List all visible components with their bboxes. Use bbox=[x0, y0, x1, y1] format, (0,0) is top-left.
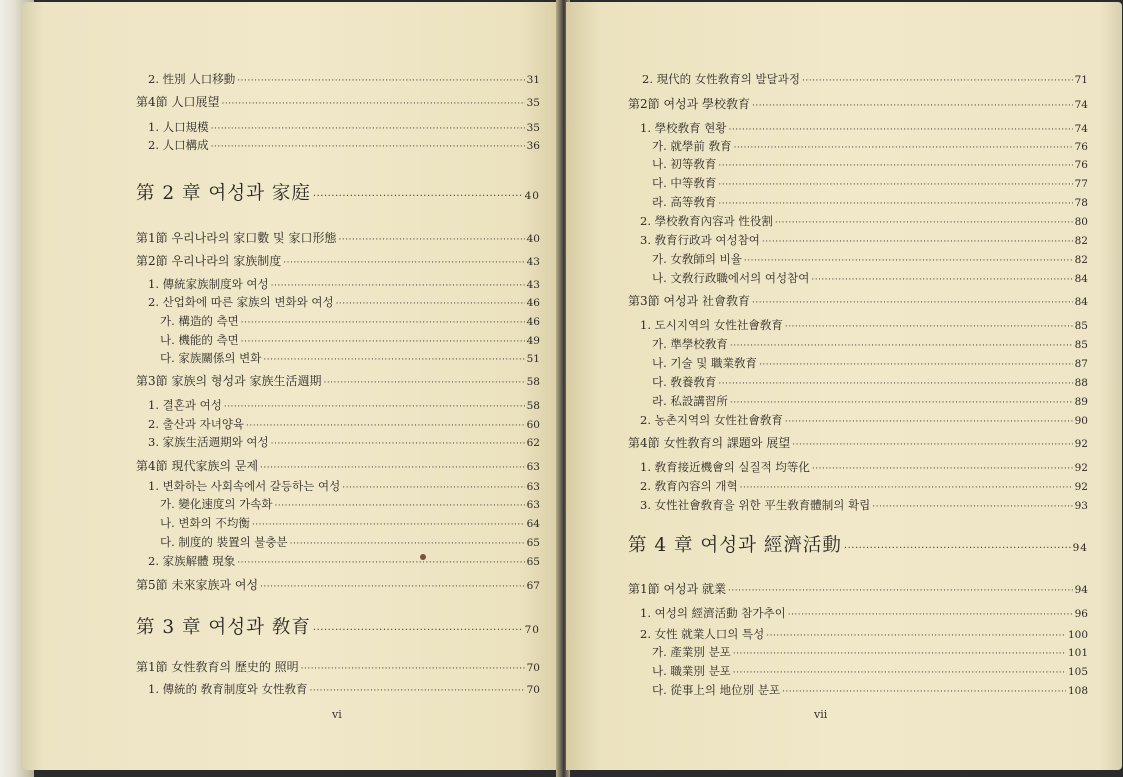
toc-entry-page: 70 bbox=[526, 684, 540, 696]
dot-leader bbox=[730, 396, 1073, 410]
toc-entry-page: 71 bbox=[1074, 74, 1088, 86]
toc-entry-label: 다. 中等敎育 bbox=[652, 176, 717, 190]
page-number-left: vi bbox=[332, 708, 342, 721]
dot-leader bbox=[237, 556, 524, 570]
toc-entry bbox=[652, 157, 1088, 173]
toc-entry-label: 第 4 章 여성과 經濟活動 bbox=[628, 535, 842, 556]
dot-leader bbox=[271, 437, 525, 451]
toc-entry-page: 84 bbox=[1074, 296, 1088, 308]
toc-entry-page: 46 bbox=[526, 297, 540, 309]
toc-entry-label: 1. 學校敎育 현황 bbox=[640, 121, 727, 135]
paper-stain bbox=[420, 554, 426, 560]
toc-entry-label: 나. 職業別 분포 bbox=[652, 664, 731, 678]
toc-entry-page: 101 bbox=[1067, 647, 1088, 659]
toc-entry-page: 100 bbox=[1067, 629, 1088, 641]
dot-leader bbox=[301, 662, 525, 676]
toc-entry-page: 92 bbox=[1074, 462, 1088, 474]
toc-entry bbox=[148, 398, 540, 414]
dot-leader bbox=[271, 279, 525, 293]
toc-entry bbox=[148, 138, 540, 154]
dot-leader bbox=[730, 339, 1073, 353]
toc-entry-page: 82 bbox=[1074, 254, 1088, 266]
toc-entry-label: 나. 機能的 측면 bbox=[160, 333, 239, 347]
toc-entry-label: 1. 傳統的 敎育制度와 女性敎育 bbox=[148, 682, 308, 696]
toc-entry-label: 第5節 未來家族과 여성 bbox=[136, 578, 259, 592]
dot-leader bbox=[260, 580, 525, 594]
toc-entry bbox=[652, 337, 1088, 353]
dot-leader bbox=[290, 537, 525, 551]
toc-entry-label: 다. 家族關係의 변화 bbox=[160, 351, 262, 365]
toc-entry-page: 87 bbox=[1074, 358, 1088, 370]
toc-entry-label: 第3節 家族의 형성과 家族生活週期 bbox=[136, 374, 322, 388]
toc-entry-page: 40 bbox=[526, 233, 540, 245]
toc-entry-page: 58 bbox=[526, 376, 540, 388]
toc-entry-label: 3. 敎育行政과 여성참여 bbox=[640, 233, 760, 247]
toc-entry-label: 第 2 章 여성과 家庭 bbox=[136, 183, 311, 204]
toc-entry bbox=[652, 271, 1088, 287]
dot-leader bbox=[728, 584, 1073, 598]
toc-entry bbox=[148, 435, 540, 451]
toc-entry-label: 1. 결혼과 여성 bbox=[148, 398, 222, 412]
dot-leader bbox=[246, 419, 525, 433]
toc-entry-page: 74 bbox=[1074, 99, 1088, 111]
dot-leader bbox=[844, 537, 1071, 561]
dot-leader bbox=[323, 376, 524, 390]
dot-leader bbox=[792, 438, 1072, 452]
toc-entry bbox=[148, 417, 540, 433]
dot-leader bbox=[762, 235, 1073, 249]
dot-leader bbox=[313, 185, 523, 209]
dot-leader bbox=[260, 461, 525, 475]
toc-entry bbox=[136, 459, 540, 475]
toc-entry-label: 가. 女敎師의 비율 bbox=[652, 252, 742, 266]
toc-entry bbox=[652, 176, 1088, 192]
toc-entry-page: 60 bbox=[526, 419, 540, 431]
toc-entry bbox=[136, 578, 540, 594]
toc-entry-page: 67 bbox=[526, 580, 540, 592]
toc-entry-page: 46 bbox=[526, 316, 540, 328]
dot-leader bbox=[729, 123, 1073, 137]
toc-entry-page: 58 bbox=[526, 400, 540, 412]
toc-entry bbox=[642, 72, 1088, 88]
dot-leader bbox=[752, 99, 1073, 113]
toc-entry-label: 2. 人口構成 bbox=[148, 138, 209, 152]
toc-entry-label: 第1節 여성과 就業 bbox=[628, 582, 727, 596]
toc-entry-page: 78 bbox=[1074, 197, 1088, 209]
toc-entry-page: 49 bbox=[526, 335, 540, 347]
toc-entry-page: 90 bbox=[1074, 415, 1088, 427]
toc-entry-label: 1. 도시지역의 女性社會敎育 bbox=[640, 318, 783, 332]
dot-leader bbox=[275, 499, 525, 513]
dot-leader bbox=[336, 297, 525, 311]
toc-entry-label: 가. 就學前 敎育 bbox=[652, 139, 732, 153]
toc-entry bbox=[640, 479, 1088, 495]
toc-entry bbox=[148, 554, 540, 570]
toc-entry bbox=[136, 95, 540, 111]
toc-entry-page: 94 bbox=[1074, 584, 1088, 596]
toc-entry-page: 84 bbox=[1074, 273, 1088, 285]
toc-entry bbox=[640, 233, 1088, 249]
toc-entry bbox=[640, 318, 1088, 334]
toc-entry-page: 82 bbox=[1074, 235, 1088, 247]
toc-entry-page: 76 bbox=[1074, 141, 1088, 153]
toc-entry bbox=[136, 254, 540, 270]
toc-entry-page: 85 bbox=[1074, 320, 1088, 332]
toc-entry bbox=[652, 139, 1088, 155]
toc-entry-label: 第4節 人口展望 bbox=[136, 95, 220, 109]
toc-entry-page: 89 bbox=[1074, 396, 1088, 408]
toc-entry-label: 다. 從事上의 地位別 분포 bbox=[652, 683, 781, 697]
dot-leader bbox=[811, 273, 1072, 287]
dot-leader bbox=[263, 353, 524, 367]
toc-entry bbox=[628, 582, 1088, 598]
dot-leader bbox=[718, 197, 1072, 211]
toc-entry-label: 2. 출산과 자녀양육 bbox=[148, 417, 245, 431]
toc-entry bbox=[160, 516, 540, 532]
toc-entry-label: 1. 변화하는 사회속에서 갈등하는 여성 bbox=[148, 479, 341, 493]
toc-entry bbox=[652, 645, 1088, 661]
toc-entry-label: 第1節 女性敎育의 歷史的 照明 bbox=[136, 660, 299, 674]
dot-leader bbox=[221, 97, 524, 111]
toc-entry-label: 1. 敎育接近機會의 실질적 均等化 bbox=[640, 460, 810, 474]
toc-entry bbox=[148, 277, 540, 293]
toc-entry bbox=[640, 606, 1088, 622]
toc-entry bbox=[652, 252, 1088, 268]
toc-entry-label: 다. 制度的 裝置의 불충분 bbox=[160, 535, 288, 549]
toc-entry-page: 70 bbox=[524, 624, 540, 636]
toc-entry bbox=[160, 351, 540, 367]
toc-entry-label: 第1節 우리나라의 家口數 및 家口形態 bbox=[136, 231, 337, 245]
dot-leader bbox=[785, 415, 1073, 429]
dot-leader bbox=[802, 74, 1073, 88]
toc-entry-page: 65 bbox=[526, 556, 540, 568]
toc-entry bbox=[640, 214, 1088, 230]
toc-entry bbox=[652, 394, 1088, 410]
toc-entry-label: 나. 변화의 不均衡 bbox=[160, 516, 250, 530]
dot-leader bbox=[241, 316, 525, 330]
toc-entry-label: 가. 變化速度의 가속화 bbox=[160, 497, 273, 511]
dot-leader bbox=[766, 629, 1066, 643]
toc-entry bbox=[652, 664, 1088, 680]
toc-entry-page: 108 bbox=[1067, 685, 1088, 697]
dot-leader bbox=[342, 481, 524, 495]
dot-leader bbox=[224, 400, 525, 414]
toc-chapter bbox=[628, 534, 1088, 561]
toc-entry-page: 35 bbox=[526, 97, 540, 109]
toc-entry-page: 43 bbox=[526, 256, 540, 268]
toc-entry bbox=[160, 333, 540, 349]
dot-leader bbox=[734, 141, 1073, 155]
toc-entry-label: 2. 性別 人口移動 bbox=[148, 72, 236, 86]
toc-entry-page: 85 bbox=[1074, 339, 1088, 351]
toc-entry bbox=[652, 683, 1088, 699]
toc-entry-label: 나. 文敎行政職에서의 여성참여 bbox=[652, 271, 810, 285]
toc-entry bbox=[160, 314, 540, 330]
toc-entry-page: 62 bbox=[526, 437, 540, 449]
toc-entry bbox=[628, 436, 1088, 452]
toc-entry bbox=[148, 72, 540, 88]
toc-entry-page: 63 bbox=[526, 481, 540, 493]
right-page bbox=[566, 2, 1122, 770]
toc-entry-label: 2. 敎育內容의 개혁 bbox=[640, 479, 738, 493]
toc-entry-page: 92 bbox=[1074, 481, 1088, 493]
left-page bbox=[22, 2, 562, 770]
toc-entry bbox=[136, 660, 540, 676]
dot-leader bbox=[759, 358, 1073, 372]
toc-entry bbox=[652, 375, 1088, 391]
toc-entry-page: 40 bbox=[524, 190, 540, 202]
toc-entry-page: 105 bbox=[1067, 666, 1088, 678]
dot-leader bbox=[733, 666, 1066, 680]
dot-leader bbox=[237, 74, 524, 88]
toc-entry-page: 63 bbox=[526, 499, 540, 511]
toc-entry-label: 다. 敎養敎育 bbox=[652, 375, 717, 389]
dot-leader bbox=[283, 256, 524, 270]
toc-entry-page: 74 bbox=[1074, 123, 1088, 135]
toc-entry-label: 2. 산업화에 따른 家族의 변화와 여성 bbox=[148, 295, 334, 309]
toc-entry-label: 가. 準學校敎育 bbox=[652, 337, 728, 351]
dot-leader bbox=[241, 335, 525, 349]
toc-entry bbox=[148, 295, 540, 311]
toc-entry bbox=[640, 498, 1088, 514]
toc-entry bbox=[160, 497, 540, 513]
dot-leader bbox=[338, 233, 524, 247]
toc-entry-label: 第2節 여성과 學校敎育 bbox=[628, 97, 751, 111]
toc-entry-page: 70 bbox=[526, 662, 540, 674]
toc-entry-label: 第3節 여성과 社會敎育 bbox=[628, 294, 751, 308]
toc-entry bbox=[640, 413, 1088, 429]
toc-entry-page: 96 bbox=[1074, 608, 1088, 620]
toc-entry-label: 第4節 女性敎育의 課題와 展望 bbox=[628, 436, 791, 450]
toc-entry-label: 1. 人口規模 bbox=[148, 120, 209, 134]
toc-entry-label: 3. 家族生活週期와 여성 bbox=[148, 435, 269, 449]
toc-entry bbox=[640, 627, 1088, 643]
toc-entry bbox=[148, 479, 540, 495]
toc-entry-label: 라. 高等敎育 bbox=[652, 195, 717, 209]
toc-entry bbox=[148, 682, 540, 698]
dot-leader bbox=[775, 216, 1073, 230]
toc-entry bbox=[148, 120, 540, 136]
toc-chapter bbox=[136, 182, 540, 209]
toc-entry-page: 93 bbox=[1074, 500, 1088, 512]
toc-entry bbox=[652, 356, 1088, 372]
toc-entry-label: 가. 產業別 분포 bbox=[652, 645, 731, 659]
dot-leader bbox=[252, 518, 525, 532]
toc-entry-label: 1. 여성의 經濟活動 참가추이 bbox=[640, 606, 786, 620]
toc-entry-page: 51 bbox=[526, 353, 540, 365]
toc-entry-label: 2. 家族解體 現象 bbox=[148, 554, 236, 568]
page-number-right: vii bbox=[814, 708, 828, 721]
dot-leader bbox=[740, 481, 1073, 495]
right-toc bbox=[566, 2, 1122, 770]
dot-leader bbox=[211, 122, 525, 136]
toc-entry-page: 65 bbox=[526, 537, 540, 549]
toc-entry-label: 나. 初等敎育 bbox=[652, 157, 717, 171]
dot-leader bbox=[812, 462, 1073, 476]
toc-entry-page: 94 bbox=[1072, 542, 1088, 554]
toc-entry-page: 43 bbox=[526, 279, 540, 291]
toc-entry-label: 第 3 章 여성과 敎育 bbox=[136, 617, 311, 638]
toc-entry-page: 80 bbox=[1074, 216, 1088, 228]
toc-entry-page: 31 bbox=[526, 74, 540, 86]
toc-entry-label: 第2節 우리나라의 家族制度 bbox=[136, 254, 282, 268]
dot-leader bbox=[718, 377, 1072, 391]
toc-entry bbox=[136, 231, 540, 247]
toc-entry-label: 3. 女性社會敎育을 위한 平生敎育體制의 확립 bbox=[640, 498, 871, 512]
dot-leader bbox=[785, 320, 1073, 334]
toc-entry-label: 가. 構造的 측면 bbox=[160, 314, 239, 328]
dot-leader bbox=[733, 647, 1066, 661]
toc-entry bbox=[652, 195, 1088, 211]
toc-entry-page: 64 bbox=[526, 518, 540, 530]
toc-entry-label: 2. 學校敎育內容과 性役割 bbox=[640, 214, 773, 228]
dot-leader bbox=[310, 684, 525, 698]
toc-entry-page: 92 bbox=[1074, 438, 1088, 450]
dot-leader bbox=[744, 254, 1073, 268]
left-toc bbox=[22, 2, 562, 770]
toc-entry bbox=[136, 374, 540, 390]
dot-leader bbox=[872, 500, 1072, 514]
toc-entry-label: 第4節 現代家族의 문제 bbox=[136, 459, 259, 473]
toc-entry bbox=[160, 535, 540, 551]
toc-entry bbox=[628, 97, 1088, 113]
toc-entry-label: 2. 現代的 女性敎育의 발달과정 bbox=[642, 72, 800, 86]
dot-leader bbox=[313, 619, 523, 643]
toc-entry bbox=[640, 460, 1088, 476]
toc-entry-page: 88 bbox=[1074, 377, 1088, 389]
dot-leader bbox=[752, 296, 1073, 310]
toc-entry-label: 2. 농촌지역의 女性社會敎育 bbox=[640, 413, 783, 427]
dot-leader bbox=[718, 159, 1072, 173]
toc-entry-label: 나. 기술 및 職業敎育 bbox=[652, 356, 758, 370]
toc-entry-page: 63 bbox=[526, 461, 540, 473]
toc-entry-label: 1. 傳統家族制度와 여성 bbox=[148, 277, 269, 291]
toc-entry bbox=[640, 121, 1088, 137]
toc-entry-label: 라. 私設講習所 bbox=[652, 394, 728, 408]
toc-chapter bbox=[136, 616, 540, 643]
toc-entry-label: 2. 女性 就業人口의 특성 bbox=[640, 627, 765, 641]
toc-entry-page: 35 bbox=[526, 122, 540, 134]
dot-leader bbox=[211, 140, 525, 154]
dot-leader bbox=[788, 608, 1073, 622]
toc-entry-page: 76 bbox=[1074, 159, 1088, 171]
toc-entry-page: 77 bbox=[1074, 178, 1088, 190]
dot-leader bbox=[782, 685, 1066, 699]
dot-leader bbox=[718, 178, 1072, 192]
toc-entry bbox=[628, 294, 1088, 310]
toc-entry-page: 36 bbox=[526, 140, 540, 152]
